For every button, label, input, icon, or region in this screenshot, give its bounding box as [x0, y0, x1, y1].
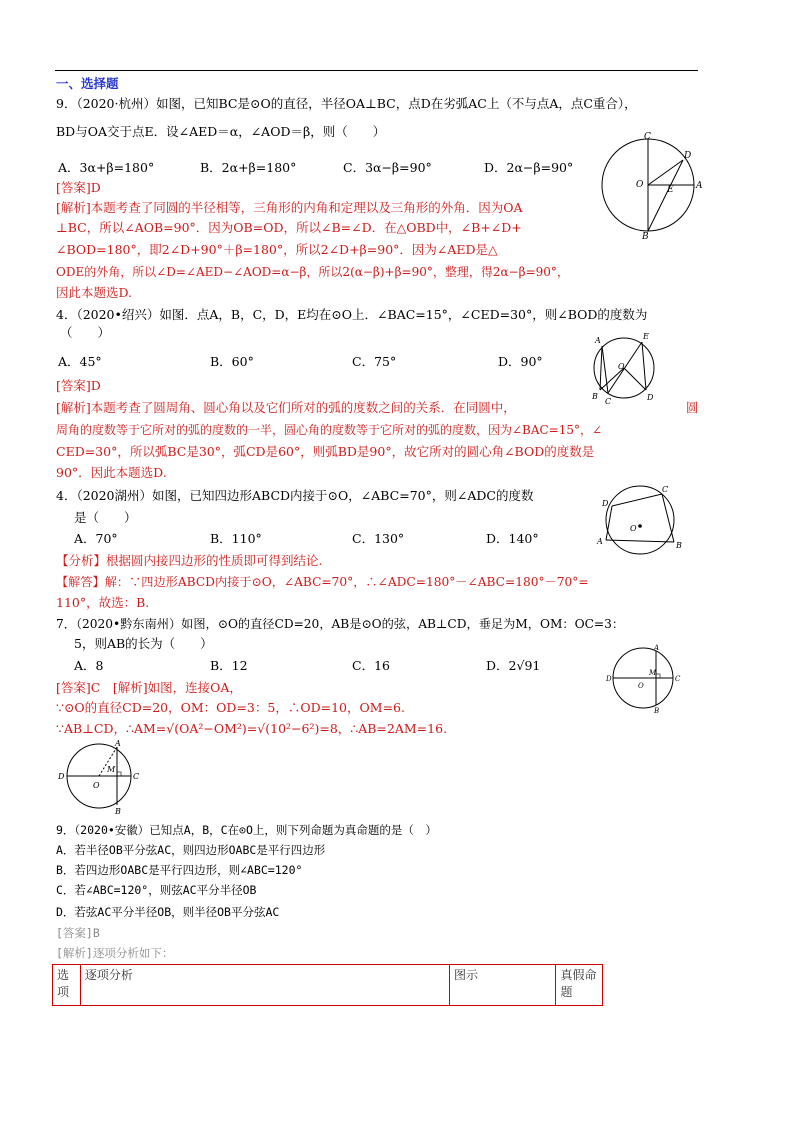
q3-option-d: D．140°: [486, 531, 539, 546]
q4-line2: 5，则AB的长为（ ）: [74, 636, 213, 651]
q3-option-c: C．130°: [352, 531, 405, 546]
top-rule: [55, 70, 698, 71]
svg-text:O: O: [618, 362, 625, 371]
q2-analysis-1-tail: 圆: [686, 400, 699, 415]
q3-analysis-2: 【解答】解：∵四边形ABCD内接于⊙O，∠ABC=70°，∴∠ADC=180°－∠ABC=180°－70°=: [56, 575, 589, 589]
q1-option-b: B．2α+β=180°: [200, 160, 297, 175]
svg-text:A: A: [654, 644, 660, 652]
q2-analysis-2: 周角的度数等于它所对的弧的度数的一半，圆心角的度数等于它所对的弧的度数，因为∠BAC=15°，∠: [56, 423, 603, 437]
svg-text:A: A: [595, 336, 601, 345]
q5-option-d: D．若弦AC平分半径OB，则半径OB平分弦AC: [56, 905, 280, 919]
svg-text:B: B: [676, 541, 682, 550]
svg-text:O: O: [630, 524, 637, 533]
q3-line2: 是（ ）: [74, 510, 137, 525]
q2-option-a: A．45°: [58, 354, 102, 369]
svg-text:D: D: [647, 393, 654, 402]
svg-text:B: B: [654, 707, 660, 714]
q2-figure: [586, 330, 666, 408]
svg-text:C: C: [133, 772, 140, 781]
q2-answer: [答案]D: [56, 378, 101, 393]
q1-line1: 9．（2020·杭州）如图，已知BC是⊙O的直径，半径OA⊥BC，点D在劣弧AC上（不与点A，点C重合），: [56, 96, 637, 111]
q5-analysis: [解析]逐项分析如下：: [56, 946, 174, 960]
q4-figure: [605, 644, 685, 714]
q2-line2: （ ）: [60, 325, 111, 340]
q3-option-a: A．70°: [74, 531, 118, 546]
q2-option-d: D．90°: [498, 354, 543, 369]
svg-text:C: C: [662, 485, 669, 494]
svg-text:E: E: [643, 332, 649, 341]
svg-text:D: D: [684, 151, 692, 161]
q3-analysis-1: 【分析】根据圆内接四边形的性质即可得到结论.: [56, 553, 323, 568]
svg-text:D: D: [606, 675, 612, 683]
q1-figure: [598, 130, 708, 240]
svg-text:B: B: [592, 392, 598, 401]
q4-analysis-1: ∵⊙O的直径CD=20，OM：OD=3：5，∴OD=10，OM=6.: [56, 700, 405, 715]
svg-text:D: D: [58, 772, 65, 781]
q1-analysis-2: ⊥BC，所以∠AOB=90°．因为OB=OD，所以∠B=∠D．在△OBD中，∠B+∠D+: [56, 220, 522, 235]
q5-option-b: B．若四边形OABC是平行四边形，则∠ABC=120°: [56, 863, 303, 877]
table-header-option: 选项: [53, 965, 81, 1006]
q3-option-b: B．110°: [210, 531, 262, 546]
q2-option-c: C．75°: [352, 354, 397, 369]
analysis-table: [52, 964, 603, 1006]
svg-text:C: C: [605, 397, 612, 406]
q1-option-d: D．2α−β=90°: [484, 160, 574, 175]
q1-analysis-4: ODE的外角，所以∠D=∠AED−∠AOD=α−β，所以2(α−β)+β=90°，整理，得2α−β=90°，: [56, 265, 569, 279]
svg-text:A: A: [597, 537, 603, 546]
q1-analysis-3: ∠BOD=180°，即2∠D+90°＋β=180°，所以2∠D+β=90°．因为∠AED是△: [56, 242, 498, 257]
q4-analysis-2: ∵AB⊥CD，∴AM=√(OA²−OM²)=√(10²−6²)=8，∴AB=2AM=16.: [56, 721, 448, 736]
table-header-analysis: 逐项分析: [80, 965, 449, 1006]
q1-analysis-1: [解析]本题考查了同圆的半径相等，三角形的内角和定理以及三角形的外角．因为OA: [56, 200, 523, 215]
q2-option-b: B．60°: [210, 354, 254, 369]
svg-text:O: O: [638, 682, 644, 690]
table-header-row: [53, 965, 603, 1006]
svg-text:C: C: [675, 675, 681, 683]
svg-text:M: M: [649, 669, 657, 677]
q5-answer: [答案]B: [56, 926, 100, 940]
q2-analysis-1: [解析]本题考查了圆周角、圆心角以及它们所对的弧的度数之间的关系．在同圆中，: [56, 400, 516, 415]
q1-analysis-5: 因此本题选D.: [56, 285, 133, 300]
svg-text:A: A: [115, 739, 121, 748]
table-header-diagram: 图示: [449, 965, 555, 1006]
q4-option-c: C．16: [352, 658, 390, 673]
q1-answer: [答案]D: [56, 180, 101, 195]
q3-figure: [592, 484, 688, 556]
q5-option-c: C．若∠ABC=120°，则弦AC平分半径OB: [56, 883, 257, 897]
svg-text:O: O: [636, 180, 644, 190]
q1-option-c: C．3α−β=90°: [343, 160, 432, 175]
q2-analysis-3: CED=30°，所以弧BC是30°，弧CD是60°，则弧BD是90°，故它所对的圆心角∠BOD的度数是: [56, 444, 595, 459]
q4-line1: 7．（2020•黔东南州）如图，⊙O的直径CD=20，AB是⊙O的弦，AB⊥CD，垂足为M，OM：OC=3：: [56, 617, 625, 631]
svg-text:C: C: [644, 132, 651, 142]
q4-option-b: B．12: [210, 658, 248, 673]
svg-text:D: D: [602, 499, 609, 508]
svg-text:M: M: [107, 765, 116, 774]
q5-line1: 9．（2020•安徽）已知点A，B，C在⊙O上，则下列命题为真命题的是（ ）: [56, 823, 437, 837]
section-title: 一、选择题: [56, 76, 119, 91]
svg-text:E: E: [667, 185, 674, 195]
svg-text:B: B: [115, 807, 121, 816]
q4-option-d: D．2√91: [486, 658, 541, 673]
q4-answer: [答案]C [解析]如图，连接OA，: [56, 680, 242, 695]
q1-line2: BD与OA交于点E．设∠AED＝α，∠AOD＝β，则（ ）: [56, 124, 386, 139]
svg-text:B: B: [642, 232, 649, 240]
q1-option-a: A．3α+β=180°: [58, 160, 155, 175]
q3-line1: 4．（2020湖州）如图，已知四边形ABCD内接于⊙O，∠ABC=70°，则∠ADC的度数: [56, 488, 534, 503]
q4-solution-figure: [55, 738, 147, 816]
q4-option-a: A．8: [74, 658, 104, 673]
table-header-truth: 真假命题: [556, 965, 603, 1006]
q2-line1: 4．（2020•绍兴）如图．点A，B，C，D，E均在⊙O上．∠BAC=15°，∠CED=30°，则∠BOD的度数为: [56, 307, 648, 322]
svg-text:O: O: [93, 781, 100, 790]
q2-analysis-4: 90°．因此本题选D.: [56, 465, 167, 480]
q5-option-a: A．若半径OB平分弦AC，则四边形OABC是平行四边形: [56, 843, 326, 857]
q3-analysis-3: 110°，故选：B.: [56, 595, 150, 610]
svg-text:A: A: [696, 181, 703, 191]
